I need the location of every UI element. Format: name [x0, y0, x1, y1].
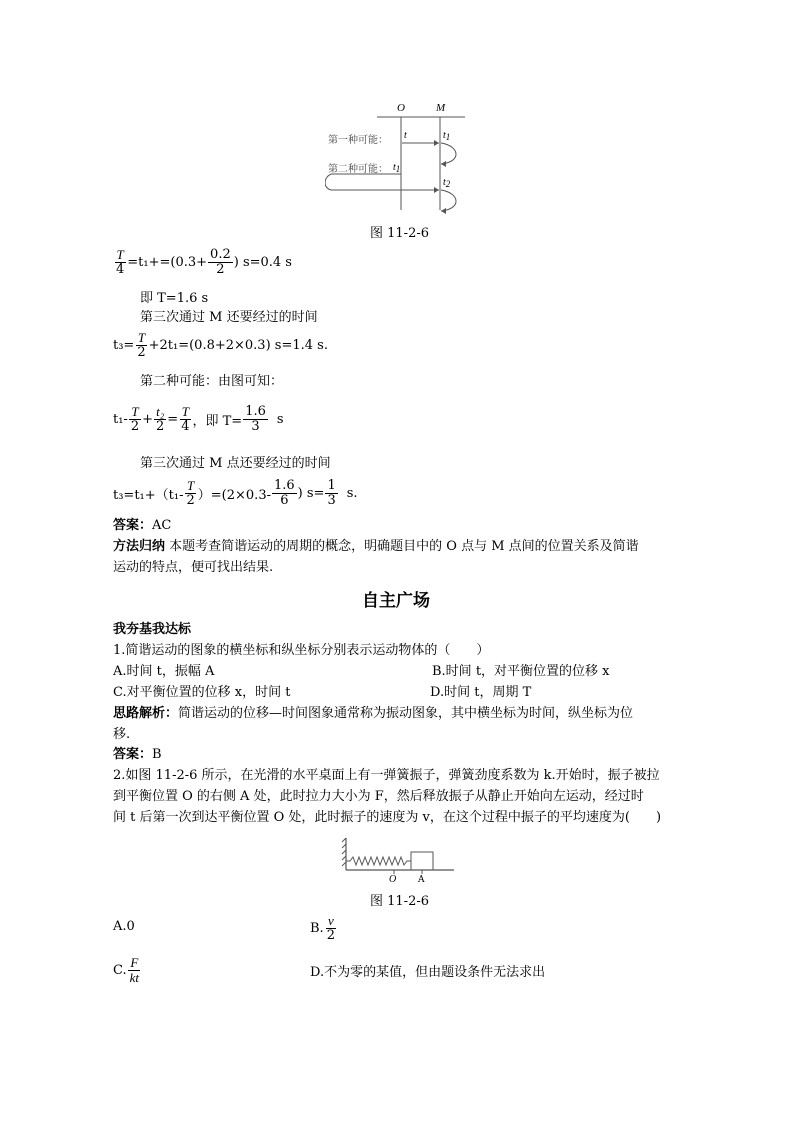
equation-2: t₃= $\frac{T}{2}$ +2t₁=(0.8+2×0.3) s=1.4 s. — [113, 329, 328, 360]
timeline-diagram — [325, 100, 475, 215]
second-possibility-text: 第二种可能：由图可知： — [140, 374, 284, 389]
figure-caption-2: 图 11-2-6 — [370, 894, 430, 909]
label-t1-a: t1 — [443, 130, 451, 142]
question-2-stem-2: 到平衡位置 O 的右侧 A 处，此时拉力大小为 F，然后释放振子从静止开始向左运动，经过时 — [113, 789, 644, 804]
question-2-option-b: B. $\frac{v}{2}$ — [310, 912, 335, 943]
label-t1-b: t1 — [393, 162, 401, 174]
equation-3: t₁- $\frac{T}{2}$ + $\frac{\text{t₂}}{2}$ = $\frac{T}{4}$ ，即 T= $\frac{1.6}{3}$ s — [113, 403, 284, 434]
row2-label: 第二种可能： — [328, 164, 388, 175]
equation-4: t₃=t₁+（t₁- $\frac{T}{2}$ ）=(2×0.3- $\frac{1.6}{6}$ ) s= $\frac{1}{3}$ s. — [113, 477, 358, 508]
analysis-cont: 移. — [113, 727, 131, 742]
label-t2: t2 — [443, 177, 451, 189]
question-2-stem-3: 间 t 后第一次到达平衡位置 O 处，此时振子的速度为 v，在这个过程中振子的平均速度为( ) — [113, 810, 662, 825]
question-2-option-d: D.不为零的某值，但由题设条件无法求出 — [310, 965, 546, 980]
method-summary-cont: 运动的特点，便可找出结果. — [113, 560, 274, 575]
label-a-spring: A — [418, 875, 425, 885]
label-o-spring: O — [389, 874, 397, 885]
section-title: 自主广场 — [362, 591, 430, 611]
label-o: O — [397, 102, 405, 114]
figure-caption-1: 图 11-2-6 — [370, 226, 430, 241]
question-2-stem-1: 2.如图 11-2-6 所示，在光滑的水平桌面上有一弹簧振子，弹簧劲度系数为 k.开始时，振子被拉 — [113, 768, 660, 783]
analysis: 思路解析：简谐运动的位移—时间图象通常称为振动图象，其中横坐标为时间，纵坐标为位 — [113, 706, 634, 721]
question-2-option-c: C. $\frac{F}{kt}$ — [113, 954, 140, 985]
question-1-option-c: C.对平衡位置的位移 x，时间 t — [113, 685, 291, 700]
spring-diagram — [338, 832, 458, 887]
question-1-option-a: A.时间 t，振幅 A — [113, 664, 215, 679]
question-1-option-d: D.时间 t，周期 T — [430, 685, 532, 700]
period-result: 即 T=1.6 s — [140, 291, 209, 306]
figure-spring-oscillator — [338, 832, 458, 887]
question-1-stem: 1.简谐运动的图象的横坐标和纵坐标分别表示运动物体的（ ） — [113, 643, 490, 658]
method-summary: 方法归纳 本题考查简谐运动的周期的概念，明确题目中的 O 点与 M 点间的位置关系及简谐 — [113, 539, 639, 554]
third-pass-text-1: 第三次通过 M 还要经过的时间 — [140, 310, 318, 325]
label-m: M — [436, 102, 446, 114]
figure-oscillation-timeline — [325, 100, 475, 215]
question-2-option-a: A.0 — [113, 919, 135, 934]
answer-1: 答案：AC — [113, 518, 172, 533]
subsection-title: 我夯基我达标 — [113, 622, 192, 637]
third-pass-text-2: 第三次通过 M 点还要经过的时间 — [140, 456, 331, 471]
equation-1: $\frac{T}{4}$ =t₁+=(0.3+ $\frac{0.2}{2}$ ) s=0.4 s — [116, 246, 292, 277]
answer-2: 答案：B — [113, 747, 162, 762]
label-t: t — [404, 130, 407, 141]
row1-label: 第一种可能： — [328, 135, 388, 146]
question-1-option-b: B.时间 t，对平衡位置的位移 x — [432, 664, 610, 679]
